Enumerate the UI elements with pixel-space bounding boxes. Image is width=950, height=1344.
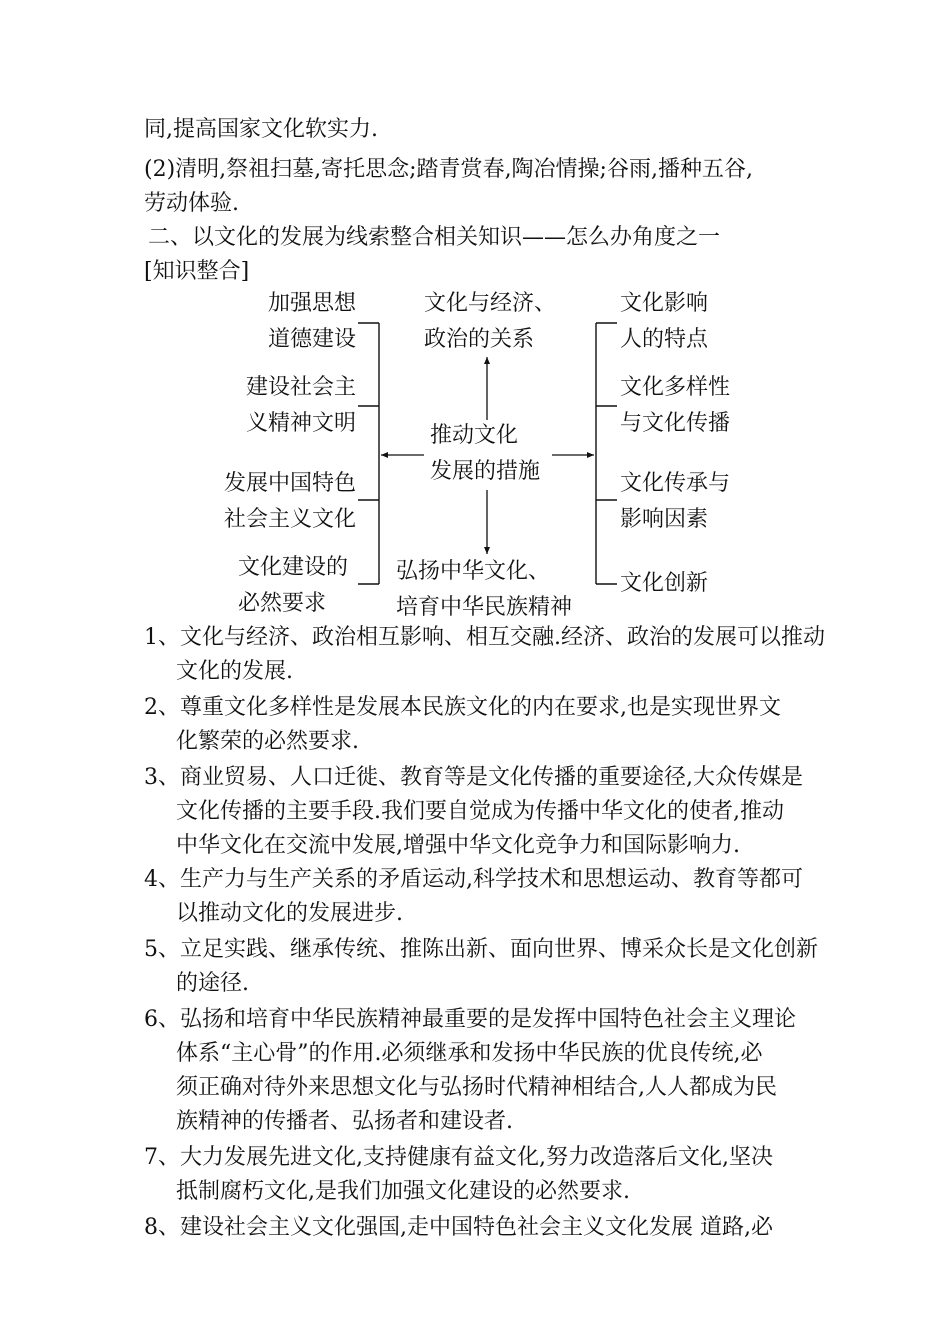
right-node-1-line-2: 人的特点 xyxy=(620,327,709,352)
right-node-1-line-1: 文化影响 xyxy=(620,291,709,316)
point-1-line-1: 1、文化与经济、政治相互影响、相互交融.经济、政治的发展可以推动 xyxy=(144,625,825,650)
point-2-line-1: 2、尊重文化多样性是发展本民族文化的内在要求,也是实现世界文 xyxy=(144,695,781,720)
point-2-line-2: 化繁荣的必然要求. xyxy=(176,729,359,754)
point-5-line-2: 的途径. xyxy=(176,971,249,996)
point-6-line-1: 6、弘扬和培育中华民族精神最重要的是发挥中国特色社会主义理论 xyxy=(144,1007,796,1032)
point-3-line-3: 中华文化在交流中发展,增强中华文化竞争力和国际影响力. xyxy=(176,833,740,858)
center-node-line-1: 推动文化 xyxy=(430,423,519,448)
left-node-4-line-1: 文化建设的 xyxy=(238,555,349,580)
point-4-line-1: 4、生产力与生产关系的矛盾运动,科学技术和思想运动、教育等都可 xyxy=(144,867,803,892)
bottom-node-line-1: 弘扬中华文化、 xyxy=(396,559,551,584)
bottom-node-line-2: 培育中华民族精神 xyxy=(396,595,573,620)
left-node-4-line-2: 必然要求 xyxy=(238,591,327,616)
point-7-line-1: 7、大力发展先进文化,支持健康有益文化,努力改造落后文化,坚决 xyxy=(144,1145,773,1170)
point-3-line-1: 3、商业贸易、人口迁徙、教育等是文化传播的重要途径,大众传媒是 xyxy=(144,765,803,790)
left-node-1-line-2: 道德建设 xyxy=(267,327,356,352)
point-3-line-2: 文化传播的主要手段.我们要自觉成为传播中华文化的使者,推动 xyxy=(176,799,784,824)
center-node-line-2: 发展的措施 xyxy=(430,459,541,484)
section-heading: 二、以文化的发展为线索整合相关知识——怎么办角度之一 xyxy=(148,225,721,250)
intro-line-2: (2)清明,祭祖扫墓,寄托思念;踏青赏春,陶冶情操;谷雨,播种五谷, xyxy=(144,157,753,182)
right-node-3-line-2: 影响因素 xyxy=(620,507,709,532)
right-node-2-line-1: 文化多样性 xyxy=(620,375,731,400)
intro-line-1: 同,提高国家文化软实力. xyxy=(144,117,378,142)
point-5-line-1: 5、立足实践、继承传统、推陈出新、面向世界、博采众长是文化创新 xyxy=(144,937,818,962)
left-node-1-line-1: 加强思想 xyxy=(267,291,356,316)
intro-line-3: 劳动体验. xyxy=(144,191,239,216)
left-node-3-line-1: 发展中国特色 xyxy=(223,471,356,496)
right-node-4-line-1: 文化创新 xyxy=(620,571,709,596)
top-node-line-1: 文化与经济、 xyxy=(424,291,557,316)
left-bracket xyxy=(358,323,379,584)
section-subheading: [知识整合] xyxy=(144,259,250,284)
point-1-line-2: 文化的发展. xyxy=(176,659,293,684)
point-8-line-1: 8、建设社会主义文化强国,走中国特色社会主义文化发展 道路,必 xyxy=(144,1215,773,1240)
right-node-2-line-2: 与文化传播 xyxy=(620,411,731,436)
point-6-line-3: 须正确对待外来思想文化与弘扬时代精神相结合,人人都成为民 xyxy=(176,1075,777,1100)
left-node-3-line-2: 社会主义文化 xyxy=(223,507,356,532)
point-6-line-2: 体系“主心骨”的作用.必须继承和发扬中华民族的优良传统,必 xyxy=(176,1041,763,1066)
point-7-line-2: 抵制腐朽文化,是我们加强文化建设的必然要求. xyxy=(176,1179,630,1204)
point-4-line-2: 以推动文化的发展进步. xyxy=(176,901,403,926)
left-node-2-line-2: 义精神文明 xyxy=(245,411,356,436)
point-6-line-4: 族精神的传播者、弘扬者和建设者. xyxy=(176,1109,513,1134)
top-node-line-2: 政治的关系 xyxy=(424,327,535,352)
left-node-2-line-1: 建设社会主 xyxy=(245,375,356,400)
right-bracket xyxy=(596,323,617,584)
right-node-3-line-1: 文化传承与 xyxy=(620,471,731,496)
